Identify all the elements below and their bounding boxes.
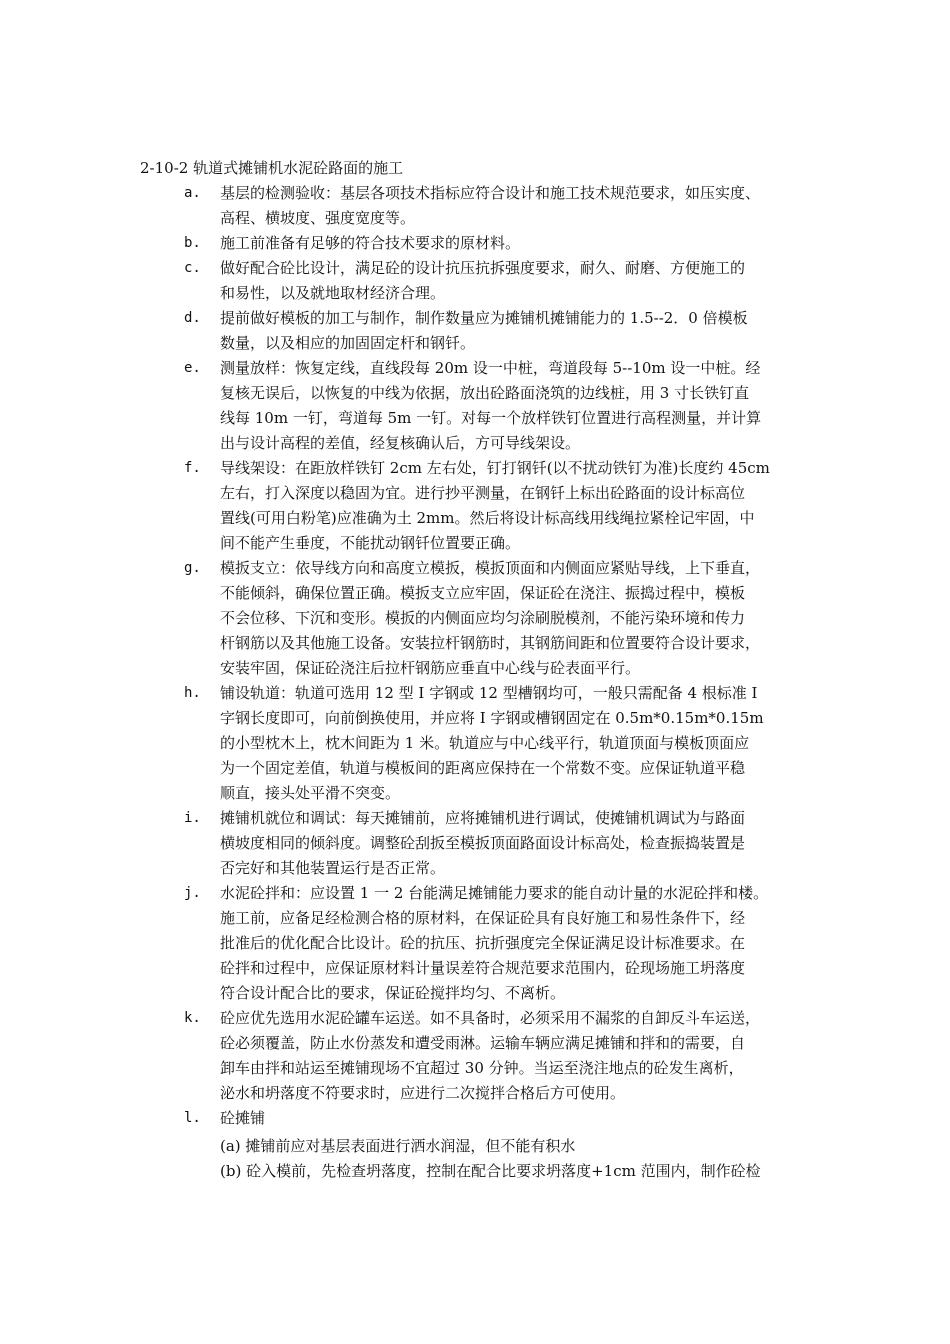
- item-text-line: 杆钢筋以及其他施工设备。安装拉杆钢筋时，其钢筋间距和位置要符合设计要求，: [220, 634, 761, 652]
- item-letter: h.: [184, 685, 201, 701]
- item-text-line: 导线架设：在距放样铁钉 2cm 左右处，钉打钢钎(以不扰动铁钉为准)长度约 45cm: [220, 459, 770, 477]
- item-text-line: 复核无误后，以恢复的中线为依据，放出砼路面浇筑的边线桩，用 3 寸长铁钉直: [220, 384, 750, 402]
- list-item: [184, 681, 828, 806]
- item-text-line: 摊铺机就位和调试：每天摊铺前，应将摊铺机进行调试，使摊铺机调试为与路面: [220, 809, 746, 827]
- sub-item: (a) 摊铺前应对基层表面进行洒水润湿，但不能有积水: [220, 1137, 576, 1155]
- item-text-line: 出与设计高程的差值，经复核确认后，方可导线架设。: [220, 434, 581, 452]
- item-text-line: 的小型枕木上，枕木间距为 1 米。轨道应与中心线平行，轨道顶面与模板顶面应: [220, 734, 750, 752]
- item-text-line: 施工前，应备足经检测合格的原材料，在保证砼具有良好施工和易性条件下，经: [220, 909, 746, 927]
- item-letter: l.: [184, 1110, 201, 1126]
- item-text-line: 和易性，以及就地取材经济合理。: [220, 284, 446, 302]
- list-item: [184, 806, 828, 881]
- item-text-line: 测量放样：恢复定线，直线段每 20m 设一中桩，弯道段每 5--10m 设一中桩。经: [220, 359, 761, 377]
- item-text-line: 砼摊铺: [220, 1109, 266, 1127]
- list-item: [184, 256, 828, 306]
- list-item: [184, 1106, 828, 1184]
- item-text-line: 水泥砼拌和：应设置 1 一 2 台能满足摊铺能力要求的能自动计量的水泥砼拌和楼。: [220, 884, 769, 902]
- item-text-line: 数量，以及相应的加固固定杆和钢钎。: [220, 334, 476, 352]
- item-letter: e.: [184, 360, 201, 376]
- item-text-line: 否完好和其他装置运行是否正常。: [220, 859, 446, 877]
- item-text-line: 安装牢固，保证砼浇注后拉杆钢筋应垂直中心线与砼表面平行。: [220, 659, 641, 677]
- item-letter: g.: [184, 560, 201, 576]
- item-letter: c.: [184, 260, 201, 276]
- list-item: [184, 231, 828, 256]
- list-item: [184, 1006, 828, 1106]
- item-text-line: 提前做好模板的加工与制作，制作数量应为摊铺机摊铺能力的 1.5--2．0 倍模板: [220, 309, 748, 327]
- item-text-line: 左右，打入深度以稳固为宜。进行抄平测量，在钢钎上标出砼路面的设计标高位: [220, 484, 746, 502]
- item-text-line: 横坡度相同的倾斜度。调整砼刮扳至模扳顶面路面设计标高处，检查振捣装置是: [220, 834, 746, 852]
- item-letter: j.: [184, 885, 201, 901]
- item-text-line: 不会位移、下沉和变形。模扳的内侧面应均匀涂刷脱模剂，不能污染环境和传力: [220, 609, 746, 627]
- item-text-line: 符合设计配合比的要求，保证砼搅拌均匀、不离析。: [220, 984, 566, 1002]
- item-text-line: 做好配合砼比设计，满足砼的设计抗压抗拆强度要求，耐久、耐磨、方便施工的: [220, 259, 746, 277]
- item-text-line: 字钢长度即可，向前倒换使用，并应将 I 字钢或槽钢固定在 0.5m*0.15m*0.15m: [220, 709, 764, 727]
- item-text-line: 批准后的优化配合比设计。砼的抗压、抗折强度完全保证满足设计标准要求。在: [220, 934, 746, 952]
- list-item: [184, 556, 828, 681]
- item-text-line: 砼应优先选用水泥砼罐车运送。如不具备时，必须采用不漏浆的自卸反斗车运送，: [220, 1009, 761, 1027]
- item-letter: i.: [184, 810, 201, 826]
- item-letter: k.: [184, 1010, 201, 1026]
- list-item: [184, 881, 828, 1006]
- item-text-line: 为一个固定差值，轨道与模板间的距离应保持在一个常数不变。应保证轨道平稳: [220, 759, 746, 777]
- item-text-line: 高程、横坡度、强度宽度等。: [220, 209, 416, 227]
- item-text-line: 不能倾斜，确保位置正确。模扳支立应牢固，保证砼在浇注、振捣过程中，模板: [220, 584, 746, 602]
- item-text-line: 基层的检测验收：基层各项技术指标应符合设计和施工技术规范要求，如压实度、: [220, 184, 761, 202]
- item-text-line: 砼拌和过程中，应保证原材料计量误差符合规范要求范围内，砼现场施工坍落度: [220, 959, 746, 977]
- item-text-line: 泌水和坍落度不符要求时，应进行二次搅拌合格后方可使用。: [220, 1084, 626, 1102]
- item-text-line: 卸车由拌和站运至摊铺现场不宜超过 30 分钟。当运至浇注地点的砼发生离析，: [220, 1059, 744, 1077]
- sub-list: [220, 1134, 828, 1184]
- list-item: [184, 306, 828, 356]
- item-letter: d.: [184, 310, 201, 326]
- section-title: 2-10-2 轨道式摊铺机水泥砼路面的施工: [140, 159, 404, 177]
- list-item: [184, 181, 828, 231]
- item-text-line: 顺直，接头处平滑不突变。: [220, 784, 401, 802]
- item-text-line: 铺设轨道：轨道可选用 12 型 I 字钢或 12 型槽钢均可，一般只需配备 4 根标准 I: [220, 684, 758, 702]
- list-item: [184, 356, 828, 456]
- item-text-line: 施工前准备有足够的符合技术要求的原材料。: [220, 234, 521, 252]
- item-text-line: 模扳支立：依导线方向和高度立模扳，模扳顶面和内侧面应紧贴导线，上下垂直，: [220, 559, 761, 577]
- sub-item: (b) 砼入模前，先检查坍落度，控制在配合比要求坍落度+1cm 范围内，制作砼检: [220, 1162, 761, 1180]
- item-list: [0, 181, 950, 1184]
- item-text-line: 置线(可用白粉笔)应准确为土 2mm。然后将设计标高线用线绳拉紧栓记牢固，中: [220, 509, 755, 527]
- item-text-line: 砼必须覆盖，防止水份蒸发和遭受雨淋。运输车辆应满足摊铺和拌和的需要，自: [220, 1034, 746, 1052]
- item-letter: b.: [184, 235, 201, 251]
- item-letter: f.: [184, 460, 201, 476]
- item-text-line: 线每 10m 一钉，弯道每 5m 一钉。对每一个放样铁钉位置进行高程测量，并计算: [220, 409, 762, 427]
- list-item: [184, 456, 828, 556]
- item-letter: a.: [184, 185, 201, 201]
- item-text-line: 间不能产生垂度，不能扰动钢钎位置要正确。: [220, 534, 521, 552]
- document-body: [0, 156, 950, 1184]
